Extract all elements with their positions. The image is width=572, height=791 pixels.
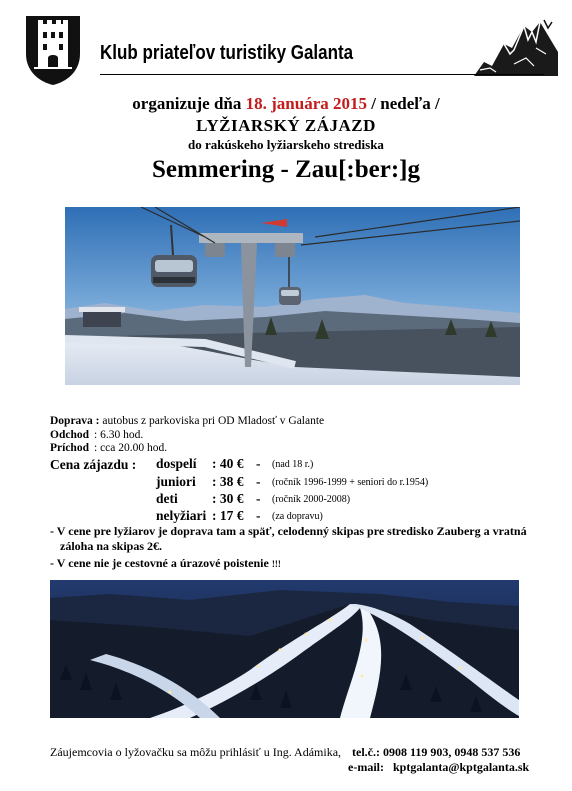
event-weekday: / nedeľa / xyxy=(371,94,440,113)
resort-name: Semmering - Zau[:ber:]g xyxy=(152,156,420,183)
price-amount: : 17 € xyxy=(212,508,244,523)
note-emphasis: !!! xyxy=(271,559,281,569)
price-amount: : 40 € xyxy=(212,456,244,471)
price-amount: : 38 € xyxy=(212,474,244,489)
price-note: (nad 18 r.) xyxy=(272,459,314,470)
price-dash: - xyxy=(256,456,261,471)
organizes-line xyxy=(0,94,572,114)
transport-label: Doprava : xyxy=(50,415,100,427)
departure-label: Odchod xyxy=(50,429,89,441)
resort-description: do rakúskeho lyžiarskeho strediska xyxy=(188,137,384,152)
phone-numbers: 0908 119 903, 0948 537 536 xyxy=(382,745,521,759)
night-ski-slopes-photo xyxy=(50,580,519,718)
cable-car-photo xyxy=(65,207,520,385)
price-note: (za dopravu) xyxy=(272,511,323,522)
mountain-logo xyxy=(474,18,558,76)
phone-row xyxy=(352,745,520,760)
contact-text: Záujemcovia o lyžovačku sa môžu prihlásiť u Ing. Adámika, xyxy=(50,745,342,759)
event-title: LYŽIARSKÝ ZÁJAZD xyxy=(196,116,376,135)
arrival-label: Príchod xyxy=(50,442,89,454)
price-label: Cena zájazdu : xyxy=(50,457,137,472)
departure-row xyxy=(50,429,144,441)
email-row xyxy=(348,760,529,775)
organizes-text: organizuje dňa xyxy=(132,94,242,113)
transport-row xyxy=(50,415,324,427)
price-category: juniori xyxy=(156,474,196,489)
note-line: záloha na skipas 2€. xyxy=(60,539,163,553)
email-link[interactable]: kptgalanta@kptgalanta.sk xyxy=(392,760,530,774)
price-category: deti xyxy=(156,491,178,506)
transport-value: autobus z parkoviska pri OD Mladosť v Galante xyxy=(102,415,325,427)
departure-value: : 6.30 hod. xyxy=(94,429,144,441)
email-label: e-mail: xyxy=(348,760,384,774)
arrival-row xyxy=(50,442,168,454)
price-dash: - xyxy=(256,508,261,523)
price-category: nelyžiari xyxy=(156,508,207,523)
price-amount: : 30 € xyxy=(212,491,244,506)
price-note: (ročník 1996-1999 + seniori do r.1954) xyxy=(272,477,429,488)
event-date: 18. januára 2015 xyxy=(245,94,368,113)
club-title: Klub priateľov turistiky Galanta xyxy=(100,42,354,64)
phone-label: tel.č.: xyxy=(352,745,380,759)
arrival-value: : cca 20.00 hod. xyxy=(94,442,168,454)
price-category: dospelí xyxy=(156,456,197,471)
note-line xyxy=(50,556,281,571)
galanta-coat-of-arms-logo xyxy=(22,14,84,86)
price-dash: - xyxy=(256,491,261,506)
note-text: - V cene nie je cestovné a úrazové poistenie xyxy=(50,556,269,570)
price-note: (ročník 2000-2008) xyxy=(272,494,351,505)
note-line: - V cene pre lyžiarov je doprava tam a späť, celodenný skipas pre stredisko Zauberg a vratná xyxy=(50,524,527,538)
header-divider xyxy=(100,74,544,75)
price-dash: - xyxy=(256,474,261,489)
